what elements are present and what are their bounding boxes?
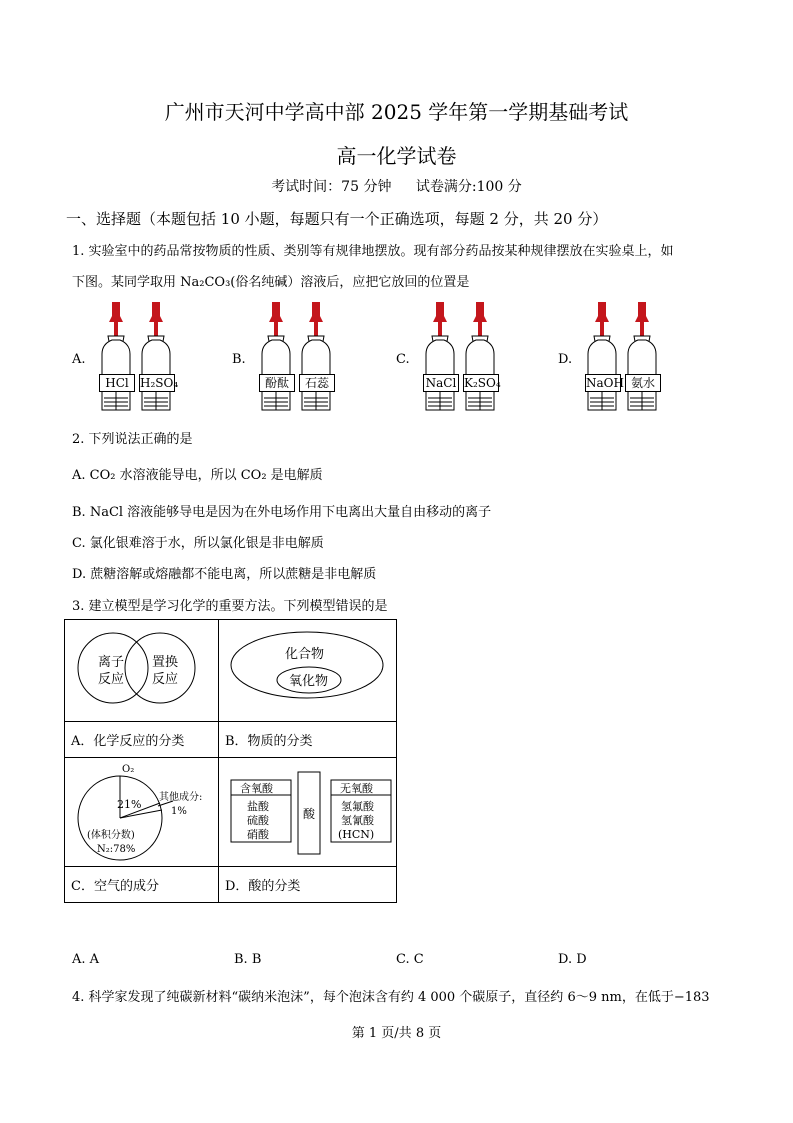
bottle-label: HCl: [99, 374, 135, 392]
bottle-label: 氨水: [625, 374, 661, 392]
q3-answer-c: C. C: [396, 952, 424, 967]
q3-model-table: [64, 619, 397, 903]
paper-subtitle: 高一化学试卷: [336, 144, 457, 168]
q3-answer-b: B. B: [234, 952, 262, 967]
q1-option-c: [396, 302, 516, 414]
q4-text: 4. 科学家发现了纯碳新材料“碳纳米泡沫”，每个泡沫含有约 4 000 个碳原子，直径约 6～9 nm，在低于−183: [72, 990, 710, 1005]
acid-left-head: 含氧酸: [240, 782, 273, 795]
pie-o2-label: O₂: [122, 764, 135, 775]
page-footer: 第 1 页/共 8 页: [351, 1026, 442, 1041]
exam-info: [0, 176, 793, 196]
q2-option-c: C. 氯化银难溶于水，所以氯化银是非电解质: [72, 536, 324, 551]
venn-left-1: 离子: [98, 655, 125, 670]
acid-right-2: 氢氰酸: [341, 814, 374, 827]
q3-answer-a: A. A: [72, 952, 100, 967]
venn-right-1: 置换: [152, 655, 179, 670]
acid-mid: 酸: [303, 807, 316, 821]
reagent-bottle: [420, 302, 460, 414]
acid-right-3: (HCN): [338, 828, 375, 841]
reagent-bottle: [296, 302, 336, 414]
q1-text-line2: 下图。某同学取用 Na₂CO₃(俗名纯碱）溶液后，应把它放回的位置是: [72, 275, 470, 290]
pie-volume-label: (体积分数): [87, 830, 135, 841]
cell-c-figure: [65, 758, 219, 867]
cell-d-caption: D．酸的分类: [219, 867, 397, 903]
cell-b-figure: [219, 620, 397, 722]
acid-right-head: 无氧酸: [340, 782, 373, 795]
bottle-label: NaOH: [586, 376, 624, 390]
ellipse-inner-label: 氧化物: [289, 674, 329, 689]
acid-left-3: 硝酸: [247, 828, 269, 841]
reagent-bottle: [256, 302, 296, 414]
full-score: 试卷满分:100 分: [415, 179, 522, 195]
acid-left-2: 硫酸: [247, 814, 269, 827]
cell-d-figure: [219, 758, 397, 867]
exam-time: 考试时间：75 分钟: [271, 179, 392, 195]
q1-option-label: C.: [396, 352, 410, 367]
q3-answer-d: D. D: [558, 952, 587, 967]
acid-right-1: 氢氟酸: [341, 800, 374, 813]
pie-other-label: 其他成分:: [159, 792, 203, 803]
bottle-label: NaCl: [423, 374, 459, 392]
air-pie-chart: [65, 758, 218, 862]
cell-a-caption: A．化学反应的分类: [65, 722, 219, 758]
bottle-label: 酚酞: [259, 374, 295, 392]
q3-stem: 3. 建立模型是学习化学的重要方法。下列模型错误的是: [72, 599, 388, 614]
q1-option-label: A.: [72, 352, 86, 367]
pie-n2-label: N₂:78%: [97, 844, 136, 855]
section-heading: 一、选择题（本题包括 10 小题，每题只有一个正确选项，每题 2 分，共 20 分）: [66, 210, 608, 228]
q1-option-label: D.: [558, 352, 573, 367]
q2-stem: 2. 下列说法正确的是: [72, 432, 193, 447]
bottle-label: 石蕊: [299, 374, 335, 392]
reagent-bottle: [622, 302, 662, 414]
nested-ellipse: [219, 620, 396, 717]
q2-option-b: B. NaCl 溶液能够导电是因为在外电场作用下电离出大量自由移动的离子: [72, 505, 492, 520]
cell-c-caption: C．空气的成分: [65, 867, 219, 903]
pie-o2-pct: 21%: [117, 798, 142, 811]
q1-option-label: B.: [232, 352, 246, 367]
cell-a-figure: [65, 620, 219, 722]
acid-left-1: 盐酸: [247, 800, 269, 813]
reagent-bottle: [136, 302, 179, 414]
q2-option-d: D. 蔗糖溶解或熔融都不能电离，所以蔗糖是非电解质: [72, 567, 377, 582]
venn-diagram: [65, 620, 218, 717]
reagent-bottle: [96, 302, 136, 414]
q2-option-a: A. CO₂ 水溶液能导电，所以 CO₂ 是电解质: [72, 468, 323, 483]
venn-left-2: 反应: [98, 672, 125, 687]
bottle-label: H₂SO₄: [140, 376, 179, 390]
q1-option-a: [72, 302, 192, 414]
ellipse-outer-label: 化合物: [285, 647, 325, 662]
q1-option-d: [558, 302, 678, 414]
pie-other-pct: 1%: [171, 806, 187, 817]
cell-b-caption: B．物质的分类: [219, 722, 397, 758]
bottle-label: K₂SO₄: [464, 376, 501, 390]
exam-title: 广州市天河中学高中部 2025 学年第一学期基础考试: [164, 100, 629, 124]
reagent-bottle: [460, 302, 500, 414]
q1-option-b: [232, 302, 352, 414]
q1-text-line1: 1. 实验室中的药品常按物质的性质、类别等有规律地摆放。现有部分药品按某种规律摆放在实验桌上，如: [72, 244, 674, 259]
acid-classification: [219, 758, 396, 862]
venn-right-2: 反应: [152, 672, 179, 687]
reagent-bottle: [582, 302, 622, 414]
